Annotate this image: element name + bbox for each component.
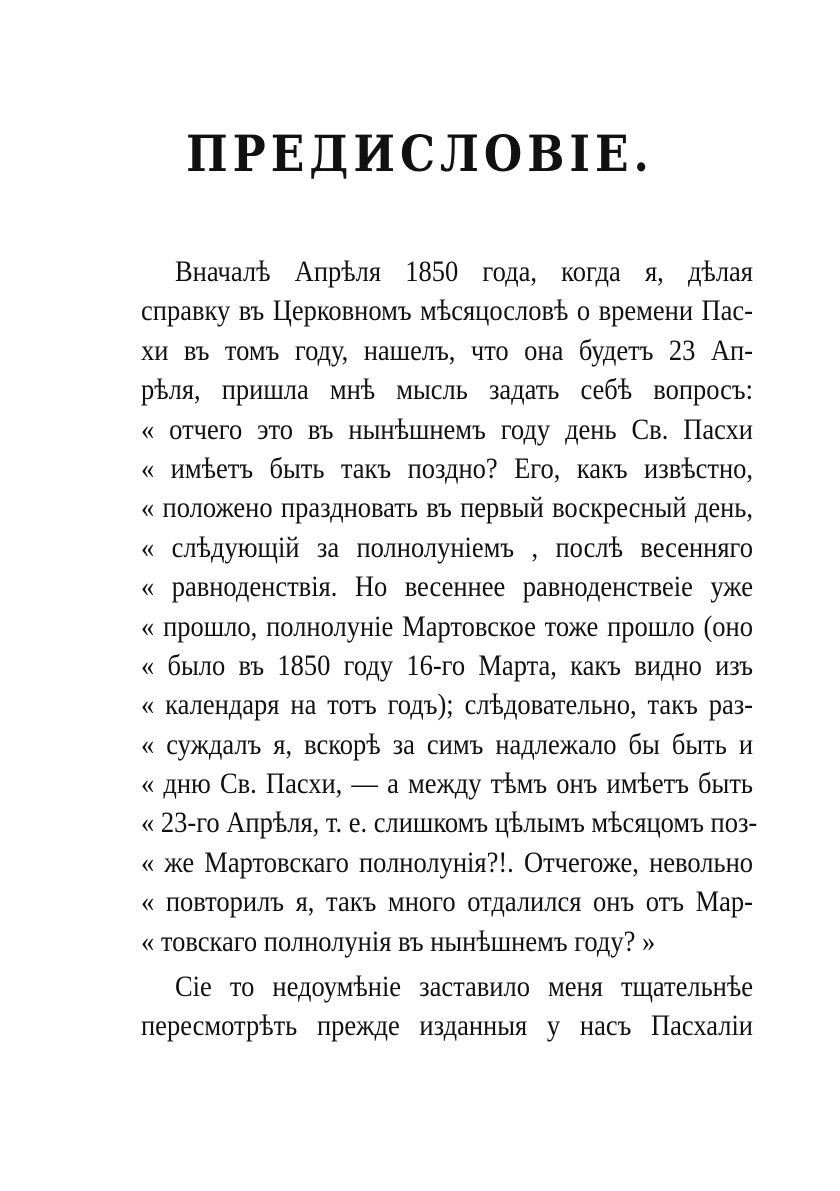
text-line: « же Мартовскаго полнолунія?!. Отчегоже, невольно: [141, 844, 753, 879]
paragraph-1: [141, 252, 758, 961]
body-text: [141, 252, 758, 1046]
text-line: « товскаго полнолунія въ нынѣшнемъ году? »: [141, 923, 656, 958]
text-line: справку въ Церковномъ мѣсяцословѣ о времени Пас-: [141, 293, 753, 328]
text-line: « имѣетъ быть такъ поздно? Его, какъ извѣстно,: [141, 451, 753, 485]
text-line: « прошло, полнолуніе Мартовское тоже прошло (оно: [141, 608, 753, 643]
text-line: Вначалѣ Апрѣля 1850 года, когда я, дѣлая: [175, 254, 753, 288]
text-line: « было въ 1850 году 16-го Марта, какъ видно изъ: [141, 648, 753, 682]
text-line: « равноденствія. Но весеннее равноденствеіе уже: [141, 569, 753, 603]
text-line: « положено праздновать въ первый воскресный день,: [141, 490, 753, 525]
text-line: « отчего это въ нынѣшнемъ году день Св. Пасхи: [141, 411, 753, 446]
text-line: « суждалъ я, вскорѣ за симъ надлежало бы быть и: [141, 726, 753, 761]
page-title: ПРЕДИСЛОВІЕ.: [186, 126, 654, 184]
text-line: Сіе то недоумѣніе заставило меня тщательнѣе: [175, 969, 753, 1003]
paragraph-2: [141, 967, 753, 1046]
text-line: хи въ томъ году, нашелъ, что она будетъ 23 Ап-: [141, 332, 753, 367]
text-line: рѣля, пришла мнѣ мысль задать себѣ вопросъ:: [141, 372, 753, 406]
text-line: « слѣдующій за полнолуніемъ , послѣ весенняго: [141, 529, 753, 564]
text-line: « повторилъ я, такъ много отдалился онъ отъ Мар-: [141, 884, 753, 918]
text-line: « календаря на тотъ годъ); слѣдовательно, такъ раз-: [141, 687, 753, 722]
text-line: « 23-го Апрѣля, т. е. слишкомъ цѣлымъ мѣсяцомъ поз-: [141, 805, 758, 840]
text-line: « дню Св. Пасхи, — а между тѣмъ онъ имѣетъ быть: [141, 766, 753, 800]
text-line: пересмотрѣть прежде изданныя у насъ Пасхаліи: [141, 1008, 753, 1043]
